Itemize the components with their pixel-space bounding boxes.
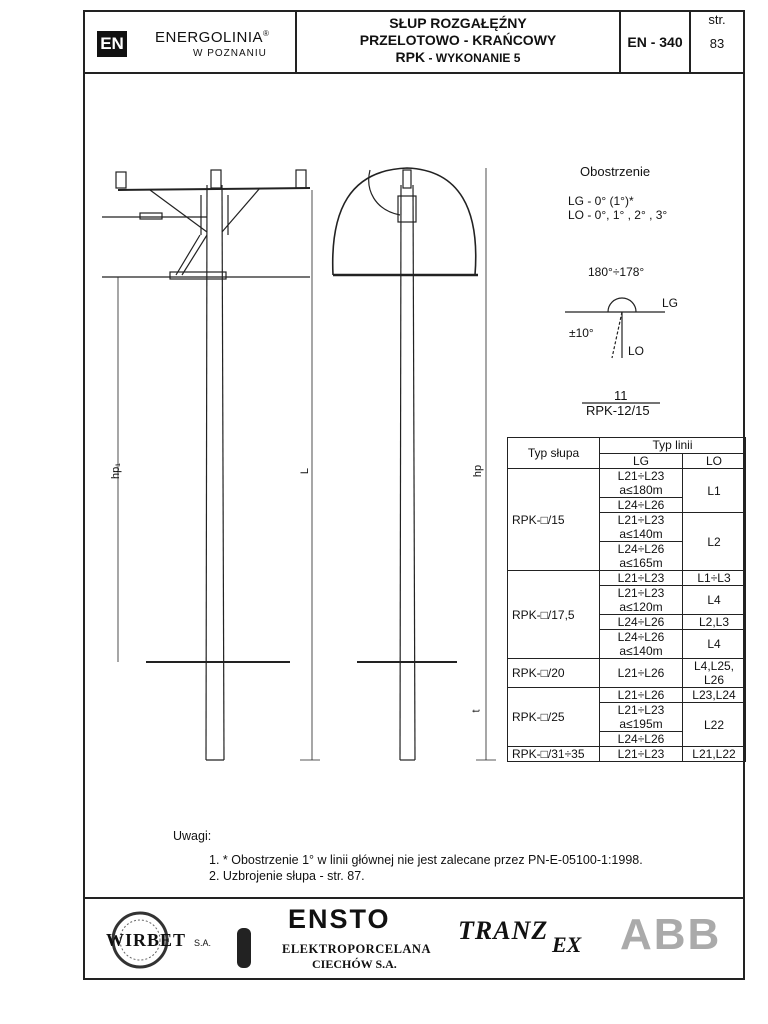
- lo-cell: L4: [683, 630, 746, 659]
- pole-type-table: [507, 437, 746, 762]
- lg-cell: L21÷L23: [600, 747, 683, 762]
- lo-cell: L1: [683, 469, 746, 513]
- lo-cell: L1÷L3: [683, 571, 746, 586]
- lo-cell: L23,L24: [683, 688, 746, 703]
- pole-type-cell: RPK-□/20: [508, 659, 600, 688]
- lg-cell: L24÷L26: [600, 732, 683, 747]
- table-row: [508, 571, 746, 586]
- notes-heading: Uwagi:: [173, 829, 212, 843]
- header-lg: LG: [600, 453, 683, 469]
- table-header-row: [508, 438, 746, 454]
- header-type: Typ słupa: [508, 438, 600, 469]
- lo-cell: L21,L22: [683, 747, 746, 762]
- angle-lg-label: LG: [662, 296, 679, 310]
- lg-cell: L21÷L26: [600, 688, 683, 703]
- drawing-code: EN - 340: [627, 34, 683, 50]
- angle-tolerance: ±10°: [569, 326, 594, 340]
- lo-cell: L4: [683, 586, 746, 615]
- table-row: [508, 688, 746, 703]
- elektroporcelana-mark: [237, 928, 251, 968]
- footer-divider: [85, 897, 743, 899]
- lg-cell: L21÷L23 a≤195m: [600, 703, 683, 732]
- pole-type-cell: RPK-□/31÷35: [508, 747, 600, 762]
- dimension-hp1: hp₁: [109, 463, 122, 479]
- angle-lo-label: LO: [628, 344, 645, 358]
- en-logo: EN: [97, 31, 127, 57]
- dimension-hp: hp: [472, 464, 485, 478]
- wirbet-logo: WIRBET S.A.: [100, 908, 220, 972]
- notes: [175, 828, 643, 884]
- lo-cell: L22: [683, 703, 746, 747]
- pole-type-cell: RPK-□/25: [508, 688, 600, 747]
- page-label: str.: [708, 12, 726, 27]
- ensto-logo: ENSTO: [288, 904, 391, 934]
- table-row: [508, 659, 746, 688]
- angle-range: 180°÷178°: [588, 265, 645, 279]
- lg-cell: L21÷L23 a≤140m: [600, 513, 683, 542]
- lg-cell: L21÷L23 a≤180m: [600, 469, 683, 498]
- elektroporcelana-name: ELEKTROPORCELANA: [282, 942, 431, 956]
- lo-cell: L2,L3: [683, 615, 746, 630]
- angle-lo: LO - 0°, 1° , 2° , 3°: [568, 208, 668, 222]
- page-number: 83: [709, 36, 725, 51]
- note-1: 1. * Obostrzenie 1° w linii głównej nie jest zalecane przez PN-E-05100-1:1998.: [209, 853, 643, 867]
- company-name: ENERGOLINIA®: [155, 29, 270, 46]
- pole-front-view: [102, 170, 320, 760]
- lg-cell: L21÷L23 a≤120m: [600, 586, 683, 615]
- title-line-2: PRZELOTOWO - KRAŃCOWY: [359, 32, 557, 48]
- pole-type-cell: RPK-□/17,5: [508, 571, 600, 659]
- header-line: Typ linii: [600, 438, 746, 454]
- elektroporcelana-city: CIECHÓW S.A.: [312, 957, 397, 971]
- company-city: W POZNANIU: [193, 48, 267, 59]
- lg-cell: L24÷L26: [600, 615, 683, 630]
- lo-cell: L4,L25, L26: [683, 659, 746, 688]
- abb-logo: ABB: [620, 910, 722, 959]
- lo-cell: L2: [683, 513, 746, 571]
- title-line-3: RPK - WYKONANIE 5: [395, 49, 521, 65]
- lg-cell: L21÷L23: [600, 571, 683, 586]
- note-2: 2. Uzbrojenie słupa - str. 87.: [209, 869, 365, 883]
- table-row: [508, 747, 746, 762]
- lg-cell: L24÷L26: [600, 498, 683, 513]
- angle-title: Obostrzenie: [580, 164, 651, 179]
- header-lo: LO: [683, 453, 746, 469]
- title-line-1: SŁUP ROZGAŁĘŹNY: [389, 15, 527, 31]
- fraction-denominator: RPK-12/15: [586, 403, 650, 418]
- lg-cell: L24÷L26 a≤140m: [600, 630, 683, 659]
- tranz-ex-logo: EX: [552, 932, 582, 957]
- tranz-logo: TRANZ: [458, 916, 549, 945]
- table-row: [508, 469, 746, 498]
- pole-type-cell: RPK-□/15: [508, 469, 600, 571]
- lg-cell: L24÷L26 a≤165m: [600, 542, 683, 571]
- dimension-L: L: [299, 467, 312, 475]
- lg-cell: L21÷L26: [600, 659, 683, 688]
- fraction-numerator: 11: [614, 388, 628, 403]
- angle-lg: LG - 0° (1°)*: [568, 194, 634, 208]
- dimension-t: t: [470, 709, 483, 713]
